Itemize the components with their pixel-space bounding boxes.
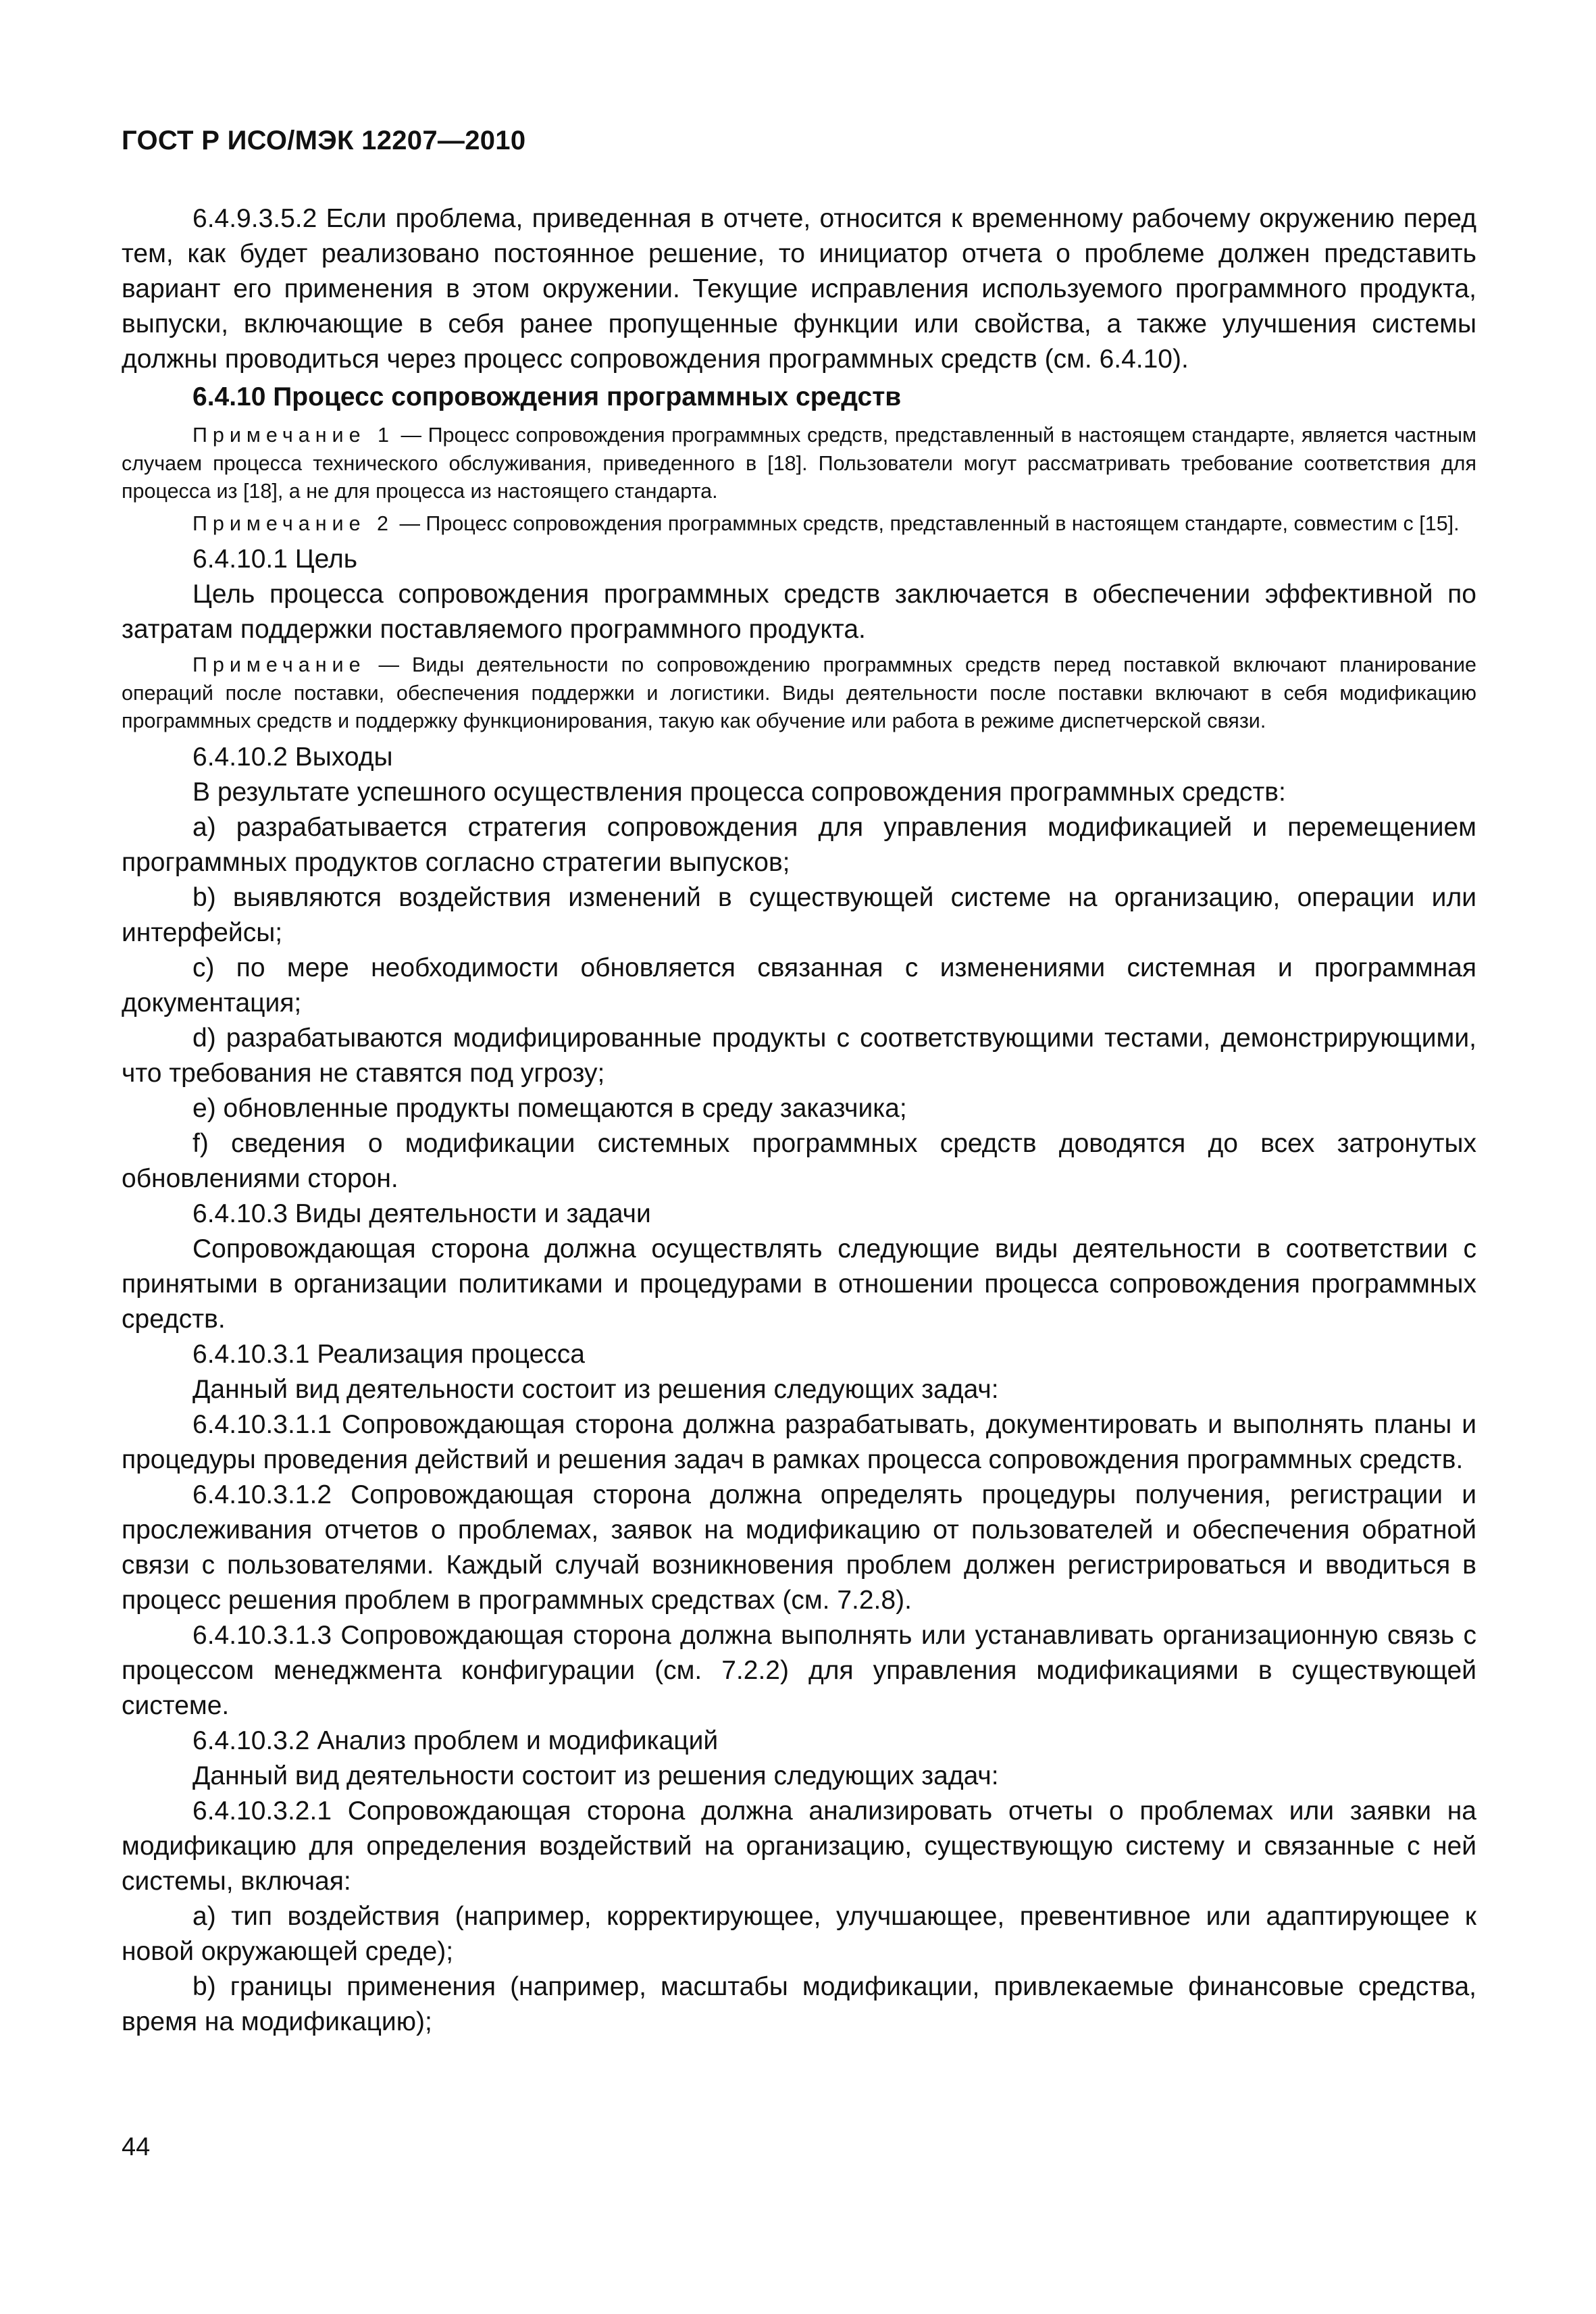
subsection-title-problem-analysis: 6.4.10.3.2 Анализ проблем и модификаций — [192, 1726, 719, 1755]
note-1 — [122, 422, 1476, 506]
paragraph-outputs-intro: В результате успешного осуществления процесса сопровождения программных средств: — [192, 777, 1286, 807]
note-3-label: Примечание — [192, 653, 366, 676]
page-number: 44 — [122, 2133, 151, 2161]
note-2-text: — Процесс сопровождения программных средств, представленный в настоящем стандарте, совместим с [15]. — [393, 511, 1460, 535]
list-item-e: e) обновленные продукты помещаются в среду заказчика; — [192, 1093, 907, 1123]
list-item-scope: b) границы применения (например, масштабы модификации, привлекаемые финансовые средства, время на модификацию); — [122, 1971, 1476, 2036]
paragraph-6-4-10-3-1-1: 6.4.10.3.1.1 Сопровождающая сторона должна разрабатывать, документировать и выполнять планы и процедуры проведения действий и решения задач в рамках процесса сопровождения программных средств. — [122, 1409, 1476, 1474]
subsection-title-outputs: 6.4.10.2 Выходы — [192, 742, 393, 772]
paragraph-6-4-10-3-1-3: 6.4.10.3.1.3 Сопровождающая сторона должна выполнять или устанавливать организационную связь с процессом менеджмента конфигурации (см. 7.2.2) для управления модификациями в существующей системе. — [122, 1620, 1476, 1720]
paragraph-6-4-9-3-5-2: 6.4.9.3.5.2 Если проблема, приведенная в отчете, относится к временному рабочему окружению перед тем, как будет реализовано постоянное решение, то инициатор отчета о проблеме должен представить вариант его применения в этом окружении. Текущие исправления используемого программного продукта, выпуски, включающие в себя ранее пропущенные функции или свойства, а также улучшения системы должны проводиться через процесс сопровождения программных средств (см. 6.4.10). — [122, 204, 1476, 374]
paragraph-purpose: Цель процесса сопровождения программных средств заключается в обеспечении эффективной по затратам поддержки поставляемого программного продукта. — [122, 580, 1476, 644]
page-body — [122, 201, 1476, 2040]
note-3 — [122, 651, 1476, 736]
note-1-label: Примечание 1 — [192, 424, 395, 447]
list-item-a: a) разрабатывается стратегия сопровождения для управления модификацией и перемещением программных продуктов согласно стратегии выпусков; — [122, 812, 1476, 877]
subsection-title-activities: 6.4.10.3 Виды деятельности и задачи — [192, 1199, 651, 1228]
paragraph-tasks-intro-2: Данный вид деятельности состоит из решения следующих задач: — [192, 1761, 999, 1790]
note-1-text: — Процесс сопровождения программных средств, представленный в настоящем стандарте, является частным случаем процесса технического обслуживания, приведенного в [18]. Пользователи могут рассматривать требование соответствия для процесса из [18], а не для процесса из настоящего стандарта. — [122, 424, 1477, 503]
note-2-label: Примечание 2 — [192, 511, 394, 535]
list-item-b: b) выявляются воздействия изменений в существующей системе на организацию, операции или интерфейсы; — [122, 882, 1476, 947]
list-item-c: c) по мере необходимости обновляется связанная с изменениями системная и программная документация; — [122, 953, 1476, 1017]
document-header: ГОСТ Р ИСО/МЭК 12207—2010 — [122, 126, 526, 155]
paragraph-6-4-10-3-1-2: 6.4.10.3.1.2 Сопровождающая сторона должна определять процедуры получения, регистрации и прослеживания отчетов о проблемах, заявок на модификацию от пользователей и обеспечения обратной связи с пользователями. Каждый случай возникновения проблем должен регистрироваться и вводиться в процесс решения проблем в программных средствах (см. 7.2.8). — [122, 1480, 1476, 1615]
paragraph-activities-intro: Сопровождающая сторона должна осуществлять следующие виды деятельности в соответствии с принятыми в организации политиками и процедурами в отношении процесса сопровождения программных средств. — [122, 1234, 1476, 1334]
list-item-f: f) сведения о модификации системных программных средств доводятся до всех затронутых обновлениями сторон. — [122, 1128, 1476, 1193]
list-item-d: d) разрабатываются модифицированные продукты с соответствующими тестами, демонстрирующими, что требования не ставятся под угрозу; — [122, 1023, 1476, 1088]
list-item-impact-type: a) тип воздействия (например, корректирующее, улучшающее, превентивное или адаптирующее к новой окружающей среде); — [122, 1901, 1476, 1966]
note-2 — [122, 510, 1476, 538]
section-heading-6-4-10: 6.4.10 Процесс сопровождения программных средств — [192, 382, 902, 411]
note-3-text: — Виды деятельности по сопровождению программных средств перед поставкой включают планирование операций после поставки, обеспечения поддержки и логистики. Виды деятельности после поставки включают в себя модификацию программных средств и поддержку функционирования, такую как обучение или работа в режиме диспетчерской связи. — [122, 653, 1476, 732]
paragraph-6-4-10-3-2-1: 6.4.10.3.2.1 Сопровождающая сторона должна анализировать отчеты о проблемах или заявки на модификацию для определения воздействий на организацию, существующую систему и связанные с ней системы, включая: — [122, 1796, 1476, 1896]
subsection-title-purpose: 6.4.10.1 Цель — [192, 545, 358, 574]
subsection-title-process-implementation: 6.4.10.3.1 Реализация процесса — [192, 1339, 585, 1369]
paragraph-tasks-intro-1: Данный вид деятельности состоит из решения следующих задач: — [192, 1374, 999, 1404]
